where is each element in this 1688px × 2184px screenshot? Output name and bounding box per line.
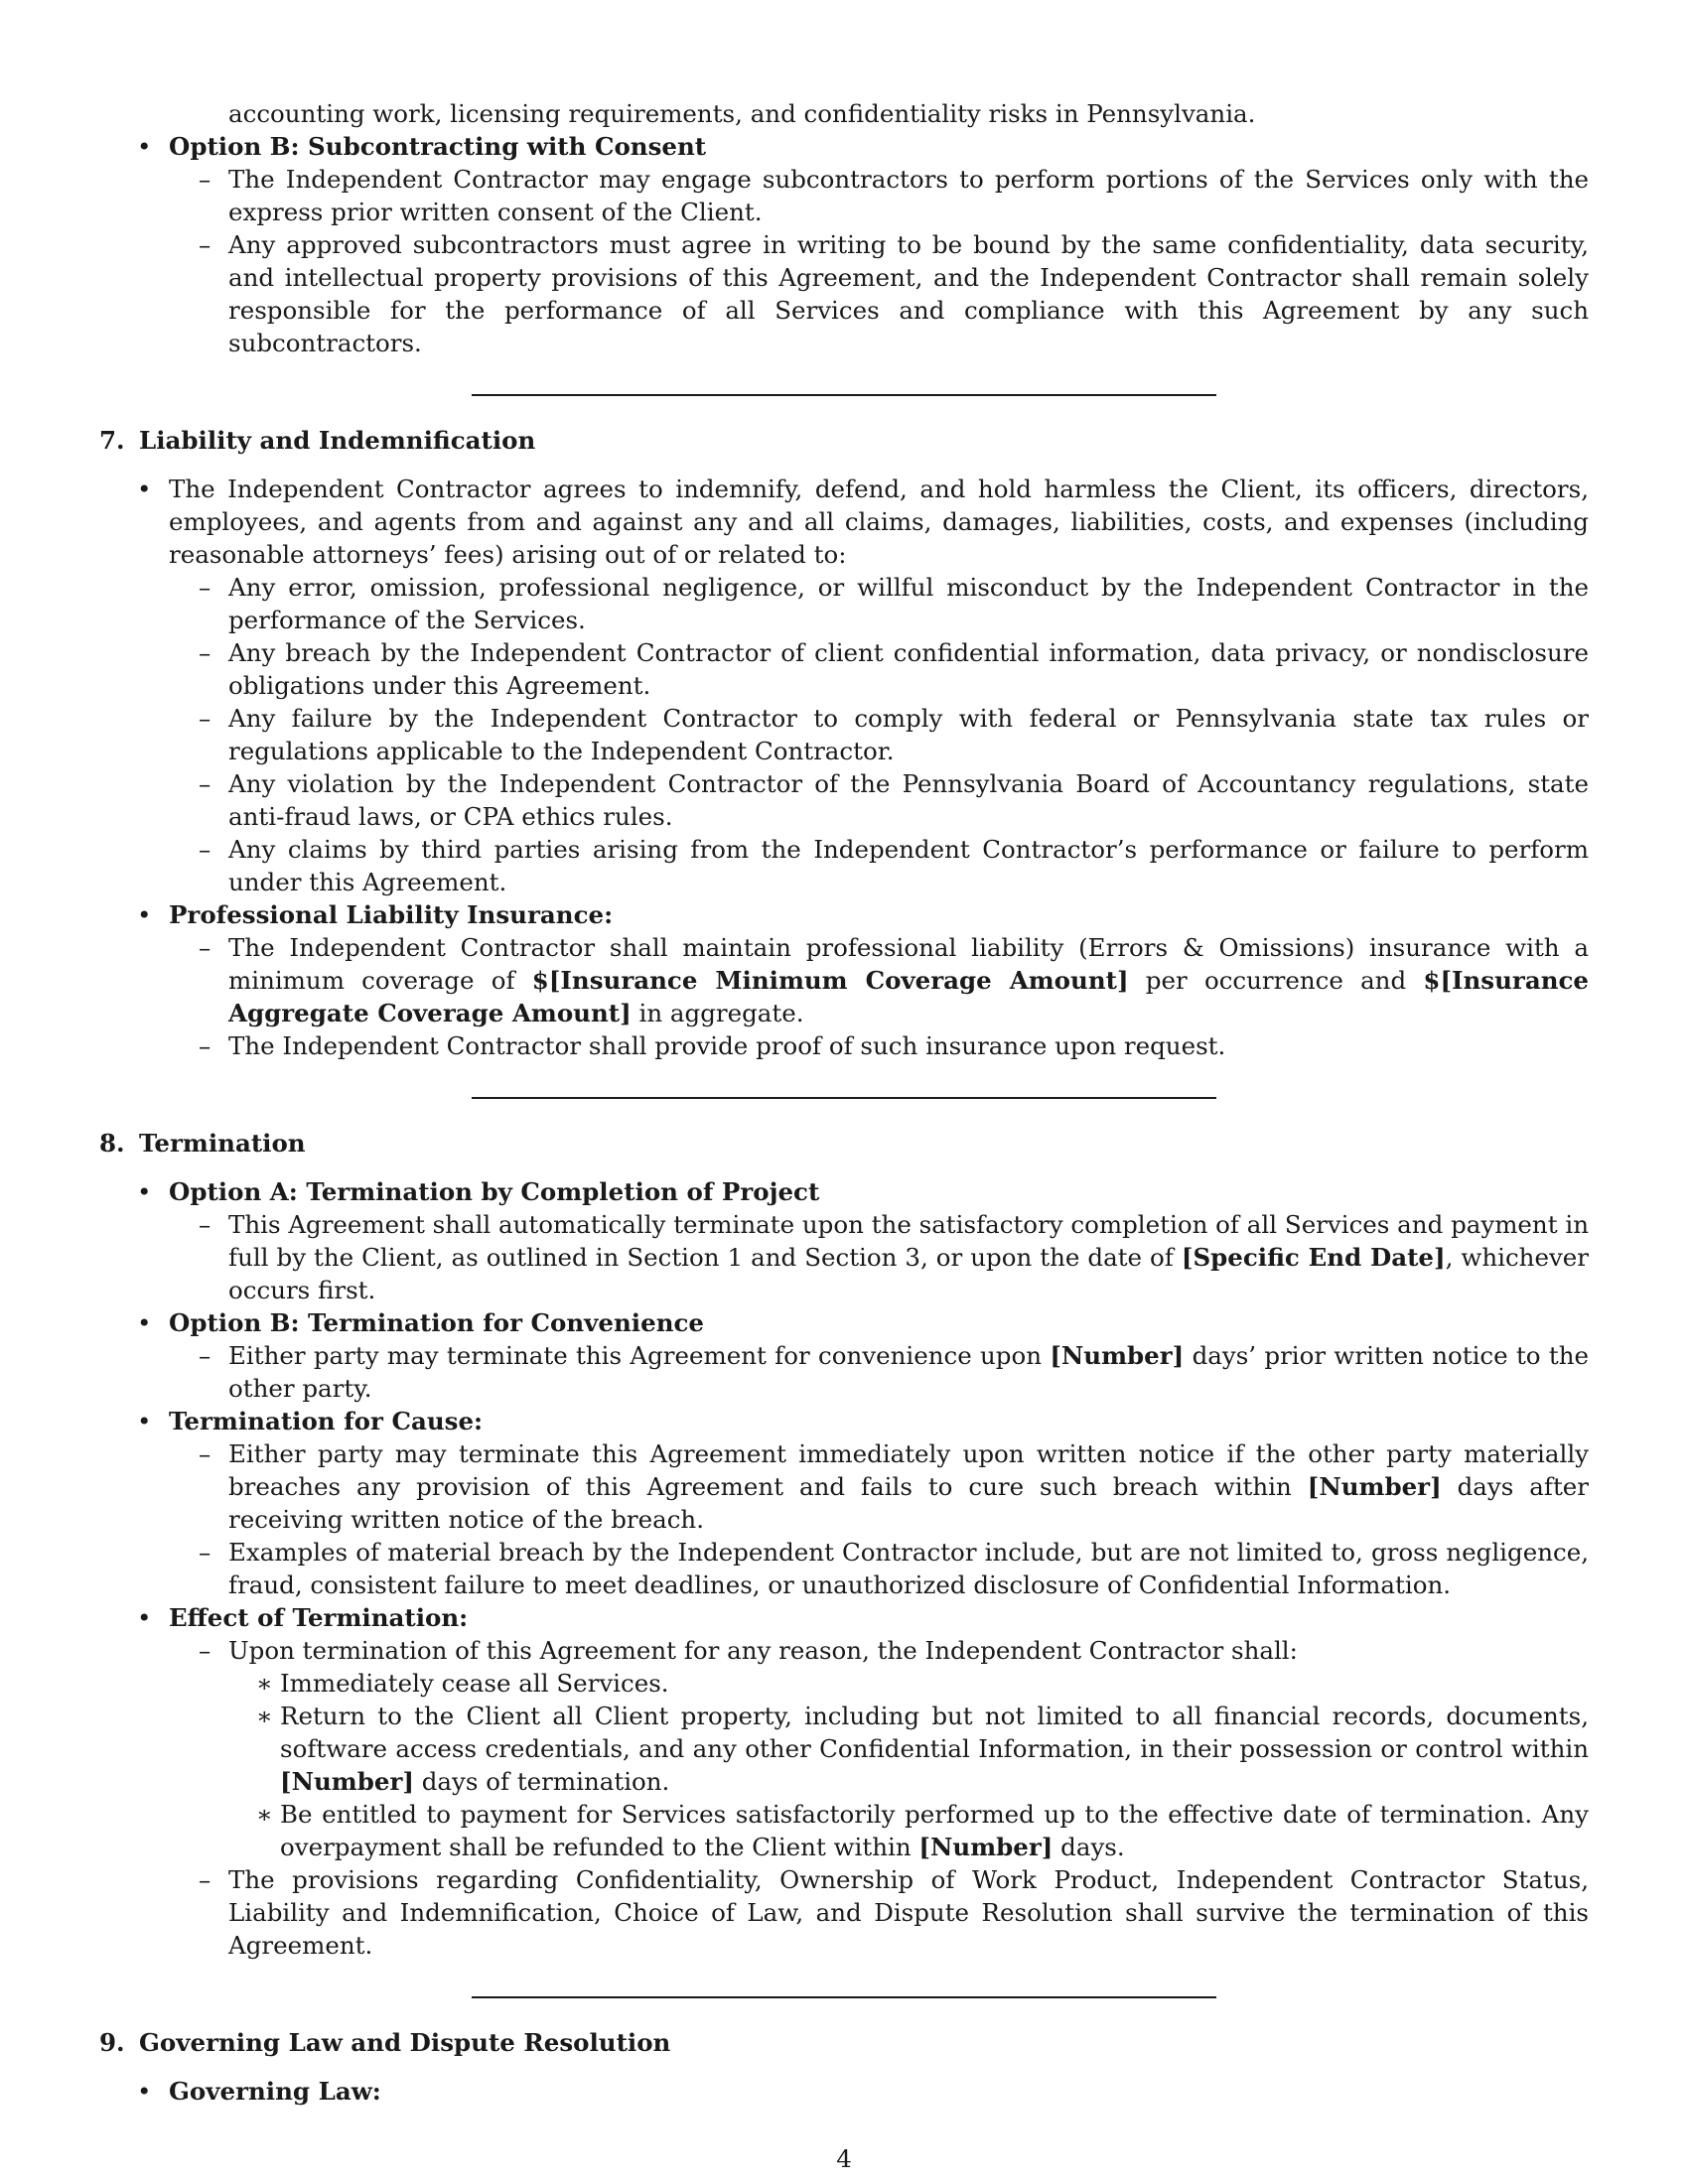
list-item: – Any approved subcontractors must agree in writing to be bound by the same confidentiality, data security, and intellectual property provisions of this Agreement, and the Independent Contractor shall remain solely responsible for the performance of all Services and compliance with this Agreement by any such subcontractors. bbox=[169, 228, 1589, 359]
effect-title: Effect of Termination: bbox=[169, 1603, 469, 1632]
option-a-termination bbox=[99, 1175, 1589, 1306]
section-number: 8. bbox=[99, 1129, 125, 1158]
section-9-heading bbox=[99, 2026, 1589, 2059]
page-number: 4 bbox=[836, 2144, 852, 2173]
list-item: – This Agreement shall automatically terminate upon the satisfactory completion of all Services and payment in full by the Client, as outlined in Section 1 and Section 3, or upon the date of [Specific End Date], whichever occurs first. bbox=[169, 1208, 1589, 1306]
list-item: – Any breach by the Independent Contractor of client confidential information, data privacy, or nondisclosure obligations under this Agreement. bbox=[169, 636, 1589, 702]
list-item: ∗ Return to the Client all Client property, including but not limited to all financial records, documents, software access credentials, and any other Confidential Information, in their possession or control within [Number] days of termination. bbox=[228, 1700, 1589, 1798]
list-item: – The provisions regarding Confidentiality, Ownership of Work Product, Independent Contractor Status, Liability and Indemnification, Choice of Law, and Dispute Resolution shall survive the termination of this Agreement. bbox=[169, 1863, 1589, 1962]
list-item: – Any claims by third parties arising from the Independent Contractor’s performance or failure to perform under this Agreement. bbox=[169, 833, 1589, 898]
list-item: – Either party may terminate this Agreement for convenience upon [Number] days’ prior written notice to the other party. bbox=[169, 1339, 1589, 1405]
list-item: – Either party may terminate this Agreement immediately upon written notice if the other party materially breaches any provision of this Agreement and fails to cure such breach within [Number] days after receiving written notice of the breach. bbox=[169, 1437, 1589, 1536]
section-divider bbox=[472, 394, 1216, 396]
lead-line: accounting work, licensing requirements, and confidentiality risks in Pennsylvania. bbox=[228, 99, 1256, 128]
list-item: – Any failure by the Independent Contractor to comply with federal or Pennsylvania state tax rules or regulations applicable to the Independent Contractor. bbox=[169, 702, 1589, 767]
section-divider bbox=[472, 1996, 1216, 1998]
section-7-list bbox=[99, 473, 1589, 1062]
list-item: ∗ Be entitled to payment for Services satisfactorily performed up to the effective date of termination. Any overpayment shall be refunded to the Client within [Number] days. bbox=[228, 1798, 1589, 1863]
document-page bbox=[99, 97, 1589, 2108]
section-8-list bbox=[99, 1175, 1589, 1962]
option-b-subcontracting bbox=[99, 130, 1589, 359]
section-divider bbox=[472, 1097, 1216, 1099]
placeholder-field: [Number] bbox=[918, 1833, 1054, 1861]
list-item: – The Independent Contractor shall maintain professional liability (Errors & Omissions) insurance with a minimum coverage of $[Insurance Minimum Coverage Amount] per occurrence and $[Insurance Aggregate Coverage Amount] in aggregate. bbox=[169, 931, 1589, 1029]
governing-law-title: Governing Law: bbox=[169, 2077, 381, 2106]
placeholder-field: [Number] bbox=[1050, 1341, 1185, 1370]
placeholder-field: $[Insurance Minimum Coverage Amount] bbox=[531, 966, 1129, 995]
insurance-title: Professional Liability Insurance: bbox=[169, 900, 614, 929]
effect-intro: – Upon termination of this Agreement for any reason, the Independent Contractor shall: bbox=[228, 1636, 1298, 1665]
option-b-termination bbox=[99, 1306, 1589, 1405]
cause-title: Termination for Cause: bbox=[169, 1407, 484, 1435]
termination-for-cause bbox=[99, 1405, 1589, 1601]
section-9-list bbox=[99, 2075, 1589, 2108]
indemnification-intro: • The Independent Contractor agrees to indemnify, defend, and hold harmless the Client, its officers, directors, employees, and agents from and against any and all claims, damages, liabilities, costs, and expenses (including reasonable attorneys’ fees) arising out of or related to: bbox=[169, 475, 1589, 569]
list-item: – The Independent Contractor may engage subcontractors to perform portions of the Services only with the express prior written consent of the Client. bbox=[169, 163, 1589, 228]
list-item: – Any error, omission, professional negligence, or willful misconduct by the Independent Contractor in the performance of the Services. bbox=[169, 571, 1589, 636]
list-item: ∗ Immediately cease all Services. bbox=[228, 1667, 1589, 1700]
option-b-subcontracting-title: Option B: Subcontracting with Consent bbox=[169, 132, 707, 161]
section-title: Termination bbox=[139, 1129, 306, 1158]
section-title: Governing Law and Dispute Resolution bbox=[139, 2028, 671, 2057]
section-8-heading bbox=[99, 1127, 1589, 1160]
list-item: – The Independent Contractor shall provide proof of such insurance upon request. bbox=[169, 1029, 1589, 1062]
governing-law bbox=[99, 2075, 1589, 2108]
indemnification-clause bbox=[99, 473, 1589, 898]
option-b-title: Option B: Termination for Convenience bbox=[169, 1308, 705, 1337]
placeholder-field: [Number] bbox=[280, 1767, 414, 1796]
section-number: 9. bbox=[99, 2028, 125, 2057]
professional-liability-insurance bbox=[99, 898, 1589, 1062]
effect-of-termination bbox=[99, 1601, 1589, 1962]
list-item bbox=[169, 1634, 1589, 1863]
option-a-title: Option A: Termination by Completion of Project bbox=[169, 1177, 820, 1206]
placeholder-field: [Number] bbox=[1307, 1472, 1442, 1501]
subcontracting-list bbox=[99, 130, 1589, 359]
section-title: Liability and Indemnification bbox=[139, 426, 536, 455]
section-number: 7. bbox=[99, 426, 125, 455]
placeholder-field: $[Insurance Aggregate Coverage Amount] bbox=[228, 966, 1590, 1027]
section-7-heading bbox=[99, 424, 1589, 457]
placeholder-field: [Specific End Date] bbox=[1181, 1243, 1446, 1272]
list-item: – Examples of material breach by the Independent Contractor include, but are not limited to, gross negligence, fraud, consistent failure to meet deadlines, or unauthorized disclosure of Confidential Information. bbox=[169, 1536, 1589, 1601]
list-item: – Any violation by the Independent Contractor of the Pennsylvania Board of Accountancy regulations, state anti-fraud laws, or CPA ethics rules. bbox=[169, 767, 1589, 833]
